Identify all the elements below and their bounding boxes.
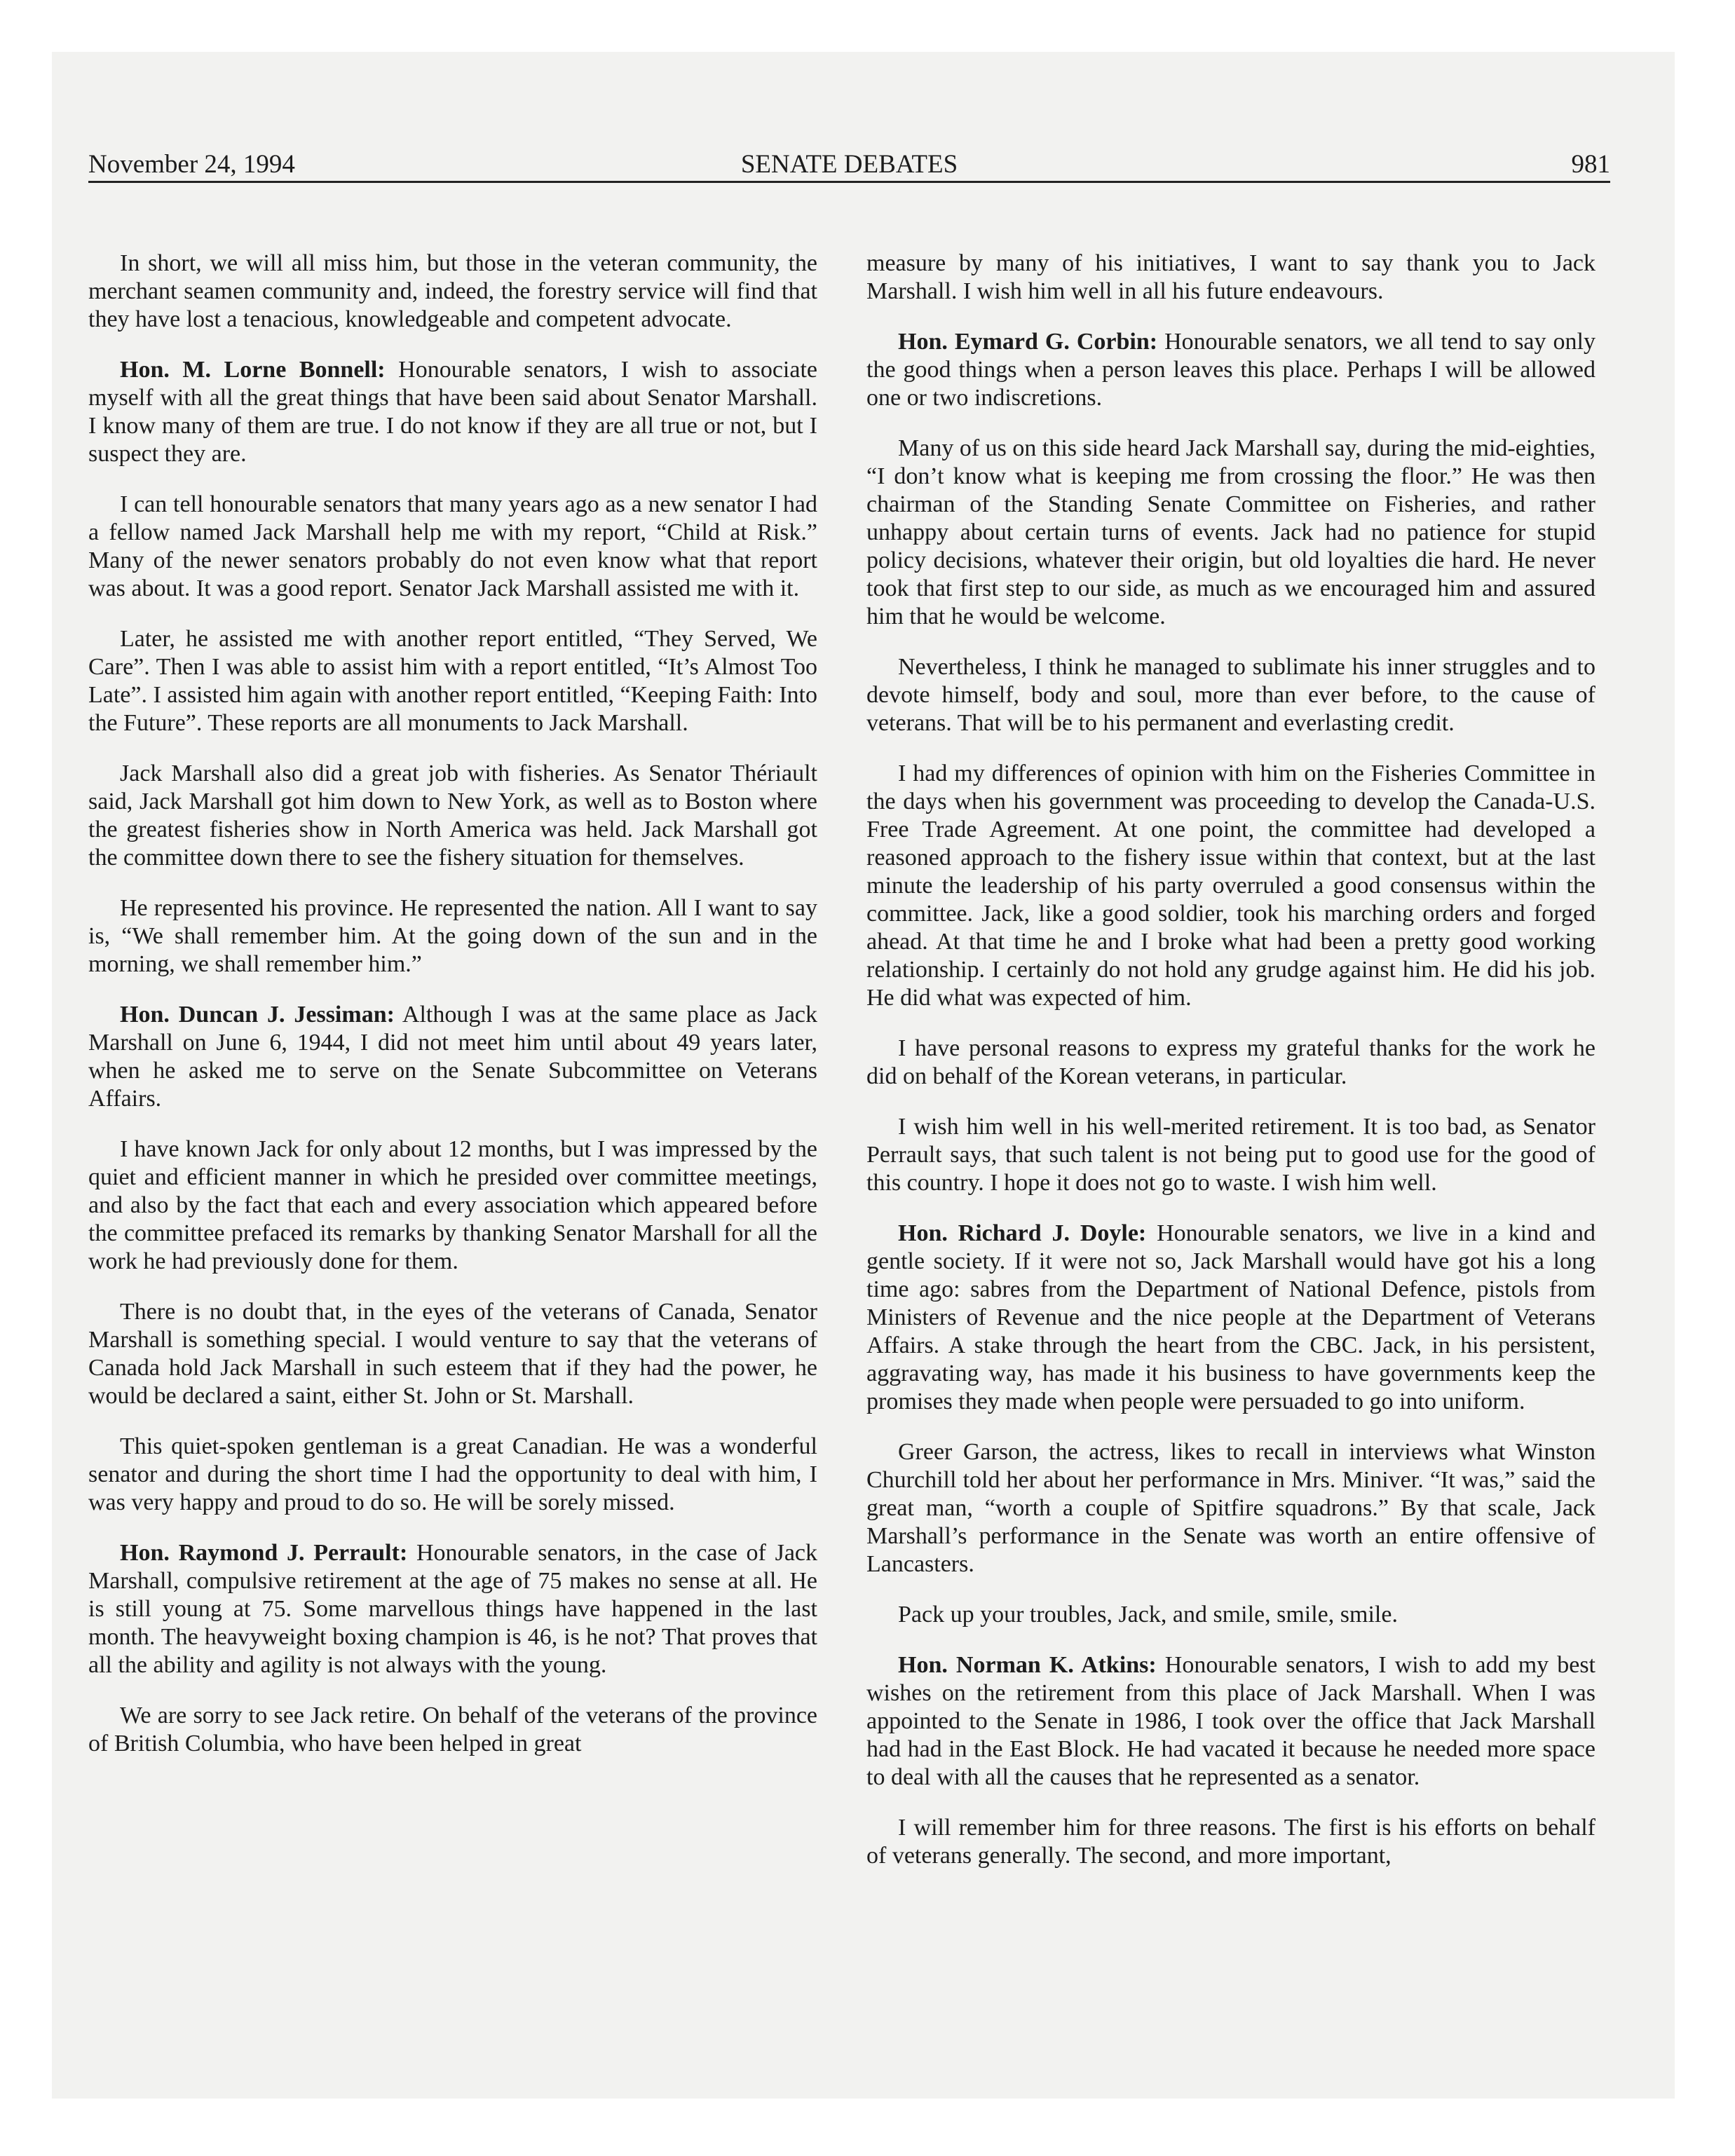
paragraph (866, 1220, 1595, 1416)
paragraph (866, 1601, 1595, 1629)
paragraph-text: Many of us on this side heard Jack Marshall say, during the mid-eighties, “I don’t know what is keeping me from crossing the floor.” He was then chairman of the Standing Senate Committee on Fisheries, and rather unhappy about certain turns of events. Jack had no patience for stupid policy decisions, whatever their origin, but old loyalties die hard. He never took that first step to our side, as much as we encouraged him and assured him that he would be welcome. (866, 435, 1595, 629)
paragraph (88, 760, 817, 872)
paragraph-text: Although I was at the same place as Jack Marshall on June 6, 1944, I did not meet him until about 49 years later, when he asked me to serve on the Senate Subcommittee on Veterans Affairs. (88, 1002, 817, 1112)
paragraph (866, 1113, 1595, 1197)
paragraph (88, 1001, 817, 1113)
page-sheet (52, 52, 1675, 2099)
paragraph (88, 250, 817, 334)
header-title: SENATE DEBATES (740, 150, 958, 179)
paragraph-text: I will remember him for three reasons. The first is his efforts on behalf of veterans generally. The second, and more important, (866, 1815, 1595, 1869)
paragraph-text: Honourable senators, in the case of Jack Marshall, compulsive retirement at the age of 75 makes no sense at all. He is still young at 75. Some marvellous things have happened in the last month. The heavyweight boxing champion is 46, is he not? That proves that all the ability and agility is not always with the young. (88, 1540, 818, 1678)
paragraph-text: measure by many of his initiatives, I want to say thank you to Jack Marshall. I wish him well in all his future endeavours. (866, 250, 1595, 304)
left-column (88, 250, 817, 1780)
paragraph (88, 625, 817, 737)
paragraph-text: I had my differences of opinion with him on the Fisheries Committee in the days when his government was proceeding to develop the Canada-U.S. Free Trade Agreement. At one point, the committee had developed a reasoned approach to the fishery issue within that context, but at the last minute the leadership of his party overruled a good consensus within the committee. Jack, like a good soldier, took his marching orders and forged ahead. At that time he and I broke what had been a pretty good working relationship. I certainly do not hold any grudge against him. He did his job. He did what was expected of him. (866, 760, 1595, 1011)
speaker-name: Hon. Eymard G. Corbin: (898, 329, 1158, 355)
right-column (866, 250, 1595, 1892)
paragraph (88, 1135, 817, 1276)
speaker-name: Hon. Richard J. Doyle: (898, 1220, 1147, 1246)
paragraph-text: He represented his province. He represented the nation. All I want to say is, “We shall remember him. At the going down of the sun and in the morning, we shall remember him.” (88, 895, 817, 977)
paragraph (866, 1035, 1595, 1091)
paragraph (866, 1438, 1595, 1578)
paragraph (88, 491, 817, 603)
paragraph (866, 653, 1595, 737)
paragraph-text: Greer Garson, the actress, likes to recall in interviews what Winston Churchill told her about her performance in Mrs. Miniver. “It was,” said the great man, “worth a couple of Spitfire squadrons.” By that scale, Jack Marshall’s performance in the Senate was worth an entire offensive of Lancasters. (866, 1439, 1595, 1577)
header-date: November 24, 1994 (88, 150, 295, 179)
paragraph (866, 760, 1595, 1012)
paragraph-text: Nevertheless, I think he managed to sublimate his inner struggles and to devote himself, body and soul, more than ever before, to the cause of veterans. That will be to his permanent and everlasting credit. (866, 654, 1595, 736)
paragraph-text: I have personal reasons to express my grateful thanks for the work he did on behalf of the Korean veterans, in particular. (866, 1035, 1595, 1089)
paragraph (866, 1651, 1595, 1792)
paragraph-text: I have known Jack for only about 12 months, but I was impressed by the quiet and efficient manner in which he presided over committee meetings, and also by the fact that each and every association which appeared before the committee prefaced its remarks by thanking Senator Marshall for all the work he had previously done for them. (88, 1136, 817, 1274)
paragraph-text: Honourable senators, I wish to add my best wishes on the retirement from this place of Jack Marshall. When I was appointed to the Senate in 1986, I took over the office that Jack Marshall had had in the East Block. He had vacated it because he needed more space to deal with all the causes that he represented as a senator. (866, 1652, 1595, 1790)
paragraph-text: Later, he assisted me with another report entitled, “They Served, We Care”. Then I was able to assist him with a report entitled, “It’s Almost Too Late”. I assisted him again with another report entitled, “Keeping Faith: Into the Future”. These reports are all monuments to Jack Marshall. (88, 626, 817, 736)
paragraph-text: Honourable senators, we live in a kind and gentle society. If it were not so, Jack Marshall would have got his a long time ago: sabres from the Department of National Defence, pistols from Ministers of Revenue and the nice people at the Department of Veterans Affairs. A stake through the heart from the CBC. Jack, in his persistent, aggravating way, has made it his business to have governments keep the promises they made when people were persuaded to go into uniform. (866, 1220, 1595, 1414)
page-header (88, 149, 1610, 183)
header-page-number: 981 (1571, 150, 1610, 179)
paragraph (866, 1814, 1595, 1870)
paragraph (866, 250, 1595, 306)
paragraph (866, 435, 1595, 631)
paragraph-text: Honourable senators, I wish to associate myself with all the great things that have been said about Senator Marshall. I know many of them are true. I do not know if they are all true or not, but I suspect they are. (88, 357, 817, 467)
speaker-name: Hon. Norman K. Atkins: (898, 1652, 1157, 1678)
paragraph (88, 1539, 817, 1679)
speaker-name: Hon. M. Lorne Bonnell: (120, 357, 386, 383)
paragraph-text: I can tell honourable senators that many years ago as a new senator I had a fellow named Jack Marshall help me with my report, “Child at Risk.” Many of the newer senators probably do not even know what that report was about. It was a good report. Senator Jack Marshall assisted me with it. (88, 491, 817, 601)
paragraph-text: I wish him well in his well-merited retirement. It is too bad, as Senator Perrault says, that such talent is not being put to good use for the good of this country. I hope it does not go to waste. I wish him well. (866, 1114, 1595, 1196)
paragraph-text: Honourable senators, we all tend to say only the good things when a person leaves this place. Perhaps I will be allowed one or two indiscretions. (866, 329, 1595, 411)
paragraph (88, 1702, 817, 1758)
paragraph (88, 894, 817, 978)
paragraph-text: There is no doubt that, in the eyes of the veterans of Canada, Senator Marshall is something special. I would venture to say that the veterans of Canada hold Jack Marshall in such esteem that if they had the power, he would be declared a saint, either St. John or St. Marshall. (88, 1299, 817, 1409)
paragraph (88, 1298, 817, 1410)
paragraph-text: In short, we will all miss him, but those in the veteran community, the merchant seamen community and, indeed, the forestry service will find that they have lost a tenacious, knowledgeable and competent advocate. (88, 250, 817, 332)
speaker-name: Hon. Raymond J. Perrault: (120, 1540, 408, 1566)
paragraph (88, 356, 817, 468)
paragraph-text: Jack Marshall also did a great job with fisheries. As Senator Thériault said, Jack Marshall got him down to New York, as well as to Boston where the greatest fisheries show in North America was held. Jack Marshall got the committee down there to see the fishery situation for themselves. (88, 760, 817, 871)
speaker-name: Hon. Duncan J. Jessiman: (120, 1002, 395, 1028)
paragraph (88, 1433, 817, 1517)
paragraph-text: Pack up your troubles, Jack, and smile, smile, smile. (898, 1602, 1398, 1628)
paragraph-text: This quiet-spoken gentleman is a great Canadian. He was a wonderful senator and during the short time I had the opportunity to deal with him, I was very happy and proud to do so. He will be sorely missed. (88, 1433, 817, 1515)
paragraph (866, 328, 1595, 412)
paragraph-text: We are sorry to see Jack retire. On behalf of the veterans of the province of British Columbia, who have been helped in great (88, 1703, 817, 1756)
